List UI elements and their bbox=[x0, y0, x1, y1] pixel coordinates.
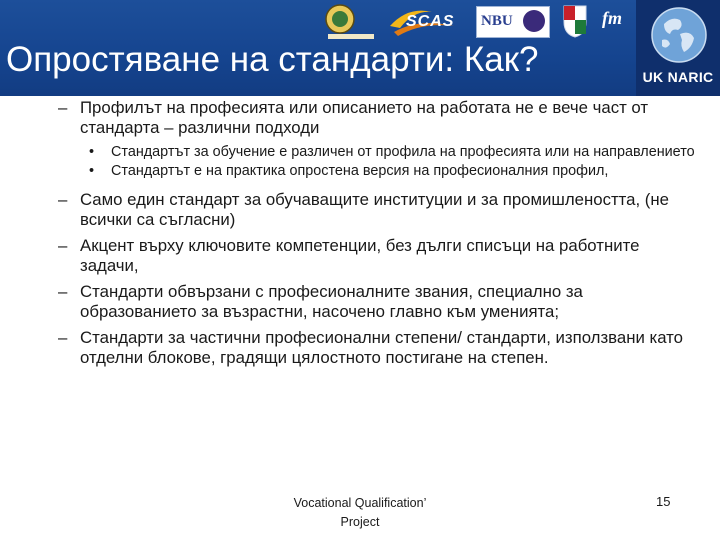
list-item bbox=[58, 282, 698, 322]
uk-naric-label: UK NARIC bbox=[642, 69, 714, 85]
list-item-text: Акцент върху ключовите компетенции, без дълги списъци на работните задачи, bbox=[80, 236, 640, 275]
bullet-marker: • bbox=[89, 162, 95, 179]
nbu-logo-text: NBU bbox=[481, 13, 513, 29]
dash-marker: – bbox=[58, 98, 68, 117]
footer-project-label bbox=[270, 494, 450, 532]
sub-list bbox=[58, 144, 698, 180]
nbu-emblem-icon bbox=[523, 10, 545, 32]
scas-logo bbox=[388, 4, 458, 38]
list-item-text: Само един стандарт за обучаващите институции и за промишлеността, (не всички са съгласни) bbox=[80, 190, 669, 229]
title-bar bbox=[0, 0, 720, 96]
footer-line: Vocational Qualification’ bbox=[293, 496, 427, 510]
list-item bbox=[58, 328, 698, 368]
list-item-text: Стандарти за частични професионални степени/ стандарти, използвани като отделни блокове, градящи цялостното постигане на степен. bbox=[80, 328, 684, 367]
page-number: 15 bbox=[656, 494, 671, 509]
sub-list-item bbox=[89, 163, 698, 181]
dash-marker: – bbox=[58, 190, 68, 209]
fm-logo-text: fm bbox=[602, 8, 622, 28]
footer-line: Project bbox=[340, 515, 380, 529]
sub-list-item bbox=[89, 144, 698, 162]
sub-list-item-text: Стандартът за обучение е различен от профила на професията или на направлението bbox=[111, 144, 695, 160]
list-item-text: Профилът на професията или описанието на работата не е вече част от стандарта – различни подходи bbox=[80, 98, 649, 137]
community-center-logo bbox=[322, 4, 378, 38]
fm-logo bbox=[600, 4, 636, 38]
slide-body bbox=[58, 98, 698, 374]
list-item-text: Стандарти обвързани с професионалните звания, специално за образованието за възрастни, насочено главно към уменията; bbox=[80, 282, 583, 321]
partner-logos bbox=[0, 2, 640, 42]
globe-icon bbox=[650, 6, 708, 64]
list-item bbox=[58, 236, 698, 276]
dash-marker: – bbox=[58, 328, 68, 347]
nbu-logo bbox=[476, 6, 550, 38]
uk-naric-logo bbox=[636, 0, 720, 96]
shield-logo bbox=[562, 4, 588, 38]
dash-marker: – bbox=[58, 236, 68, 255]
list-item bbox=[58, 98, 698, 138]
sub-list-item-text: Стандартът е на практика опростена версия на професионалния профил, bbox=[111, 162, 609, 179]
scas-logo-text: SCAS bbox=[406, 13, 455, 30]
list-item bbox=[58, 190, 698, 230]
slide-title: Опростяване на стандарти: Как? bbox=[6, 40, 539, 79]
dash-marker: – bbox=[58, 282, 68, 301]
bullet-marker: • bbox=[89, 144, 95, 160]
